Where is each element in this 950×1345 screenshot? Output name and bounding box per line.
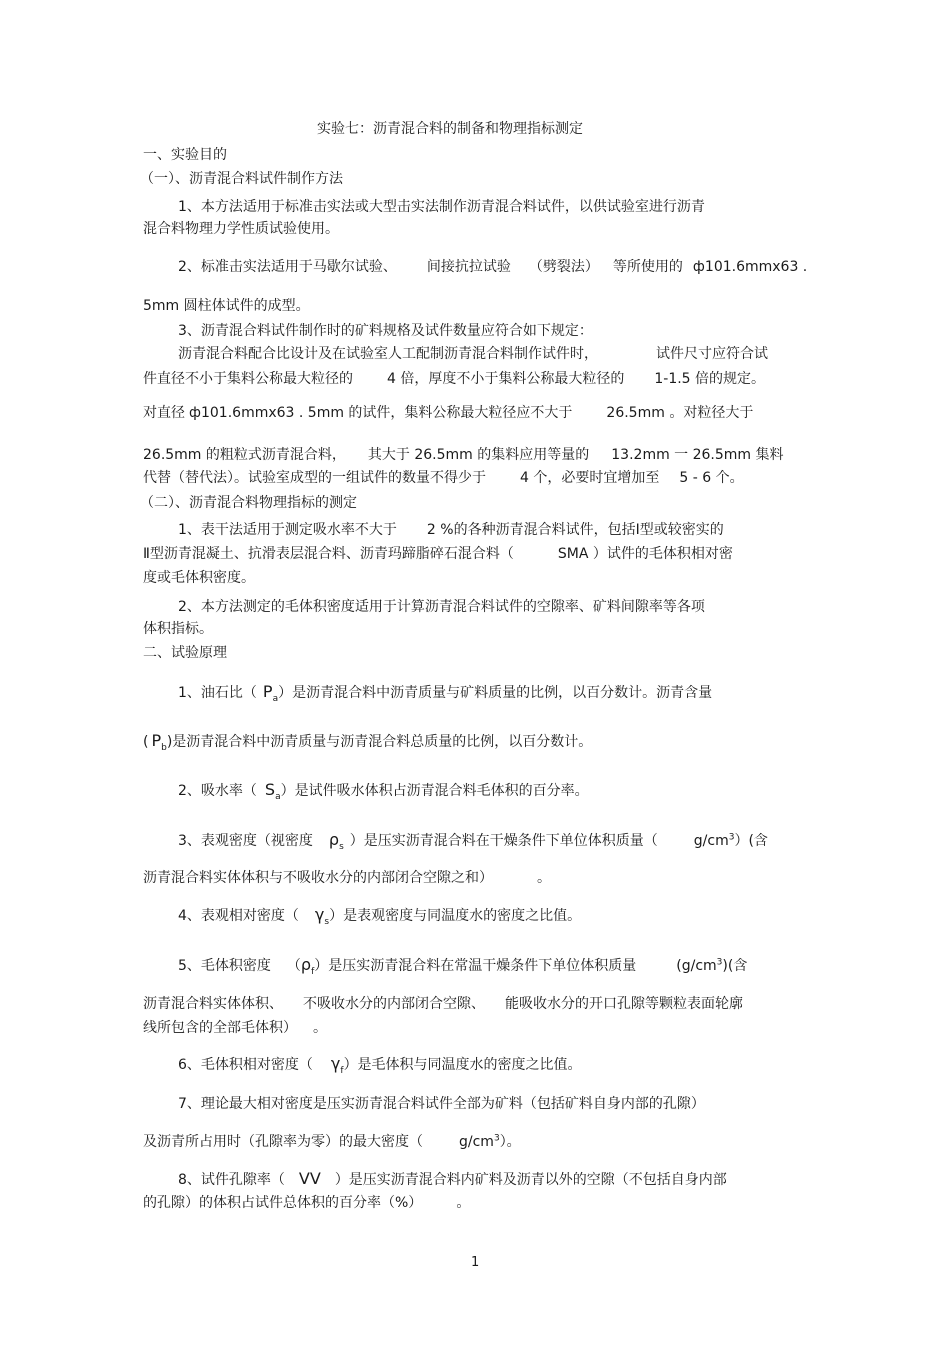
paragraph-line: 度或毛体积密度。 xyxy=(143,570,255,586)
subsection-heading-specimen-prep: （一）、沥青混合料试件制作方法 xyxy=(140,171,343,187)
paragraph-line: 混合料物理力学性质试验使用。 xyxy=(143,221,339,237)
definition-water-absorption: 2、吸水率（ $S_a$）是试件吸水体积占沥青混合料毛体积的百分率。 xyxy=(178,780,589,802)
page-number: 1 xyxy=(471,1255,480,1270)
paragraph-line: 件直径不小于集料公称最大粒径的 4 倍，厚度不小于集料公称最大粒径的 1-1.5 倍的规定。 xyxy=(143,371,766,387)
subsection-heading-physical-indices: （二）、沥青混合料物理指标的测定 xyxy=(140,495,357,511)
paragraph-line: 26.5mm 的粗粒式沥青混合料， 其大于 26.5mm 的集料应用等量的 13.2mm 一 26.5mm 集料 xyxy=(143,447,784,463)
paragraph-line: 沥青混合料配合比设计及在试验室人工配制沥青混合料制作试件时， 试件尺寸应符合试 xyxy=(178,346,768,362)
definition-apparent-density: 3、表观密度（视密度 $\rho_s$ ）是压实沥青混合料在干燥条件下单位体积质量（ $g/cm^3$）(含 xyxy=(178,830,768,852)
paragraph-line: 3、沥青混合料试件制作时的矿料规格及试件数量应符合如下规定： xyxy=(178,323,593,339)
section-heading-principle: 二、试验原理 xyxy=(143,645,227,661)
definition-bulk-density: 5、毛体积密度 $(\rho_f)$是压实沥青混合料在常温干燥条件下单位体积质量 $(g/cm^3)$(含 xyxy=(178,955,748,977)
paragraph-line: 的孔隙）的体积占试件总体积的百分率（%） 。 xyxy=(143,1195,471,1211)
paragraph-line: 2、标准击实法适用于马歇尔试验、 间接抗拉试验 （劈裂法） 等所使用的 ф101.6mmx63 . xyxy=(178,259,808,275)
paragraph-line: 线所包含的全部毛体积） 。 xyxy=(143,1020,327,1036)
definition-bulk-relative-density: 6、毛体积相对密度（ $\gamma_f$）是毛体积与同温度水的密度之比值。 xyxy=(178,1054,582,1076)
paragraph-line: 沥青混合料实体体积与不吸收水分的内部闭合空隙之和） 。 xyxy=(143,870,551,886)
paragraph-line: 1、表干法适用于测定吸水率不大于 2 %的各种沥青混合料试件，包括Ⅰ型或较密实的 xyxy=(178,522,724,538)
definition-oil-asphalt-ratio: 1、油石比（ $P_a$）是沥青混合料中沥青质量与矿料质量的比例，以百分数计。沥青含量 xyxy=(178,682,713,704)
paragraph-line: 沥青混合料实体体积、 不吸收水分的内部闭合空隙、 能吸收水分的开口孔隙等颗粒表面轮廓 xyxy=(143,996,743,1012)
paragraph-line: 5mm 圆柱体试件的成型。 xyxy=(143,298,310,314)
paragraph-line: 体积指标。 xyxy=(143,621,213,637)
definition-void-ratio: 8、试件孔隙率（ VV ）是压实沥青混合料内矿料及沥青以外的空隙（不包括自身内部 xyxy=(178,1169,727,1188)
definition-asphalt-content: ( $P_b$)是沥青混合料中沥青质量与沥青混合料总质量的比例，以百分数计。 xyxy=(143,731,593,753)
paragraph-line: 1、本方法适用于标准击实法或大型击实法制作沥青混合料试件，以供试验室进行沥青 xyxy=(178,199,705,215)
paragraph-line: 2、本方法测定的毛体积密度适用于计算沥青混合料试件的空隙率、矿料间隙率等各项 xyxy=(178,599,705,615)
section-heading-purpose: 一、实验目的 xyxy=(143,147,227,163)
paragraph-line: Ⅱ型沥青混凝土、抗滑表层混合料、沥青玛蹄脂碎石混合料（ SMA ）试件的毛体积相对密 xyxy=(143,546,733,562)
paragraph-line: 及沥青所占用时（孔隙率为零）的最大密度（ $g/cm^3$）。 xyxy=(143,1133,521,1150)
title: 实验七：沥青混合料的制备和物理指标测定 xyxy=(317,121,583,137)
paragraph-line: 对直径 ф101.6mmx63 . 5mm 的试件，集料公称最大粒径应不大于 26.5mm 。对粒径大于 xyxy=(143,405,754,421)
definition-theoretical-max-density: 7、理论最大相对密度是压实沥青混合料试件全部为矿料（包括矿料自身内部的孔隙） xyxy=(178,1096,705,1112)
paragraph-line: 代替（替代法）。试验室成型的一组试件的数量不得少于 4 个，必要时宜增加至 5 - 6 个。 xyxy=(143,470,744,486)
definition-apparent-relative-density: 4、表观相对密度（ $\gamma_s$）是表观密度与同温度水的密度之比值。 xyxy=(178,905,582,927)
